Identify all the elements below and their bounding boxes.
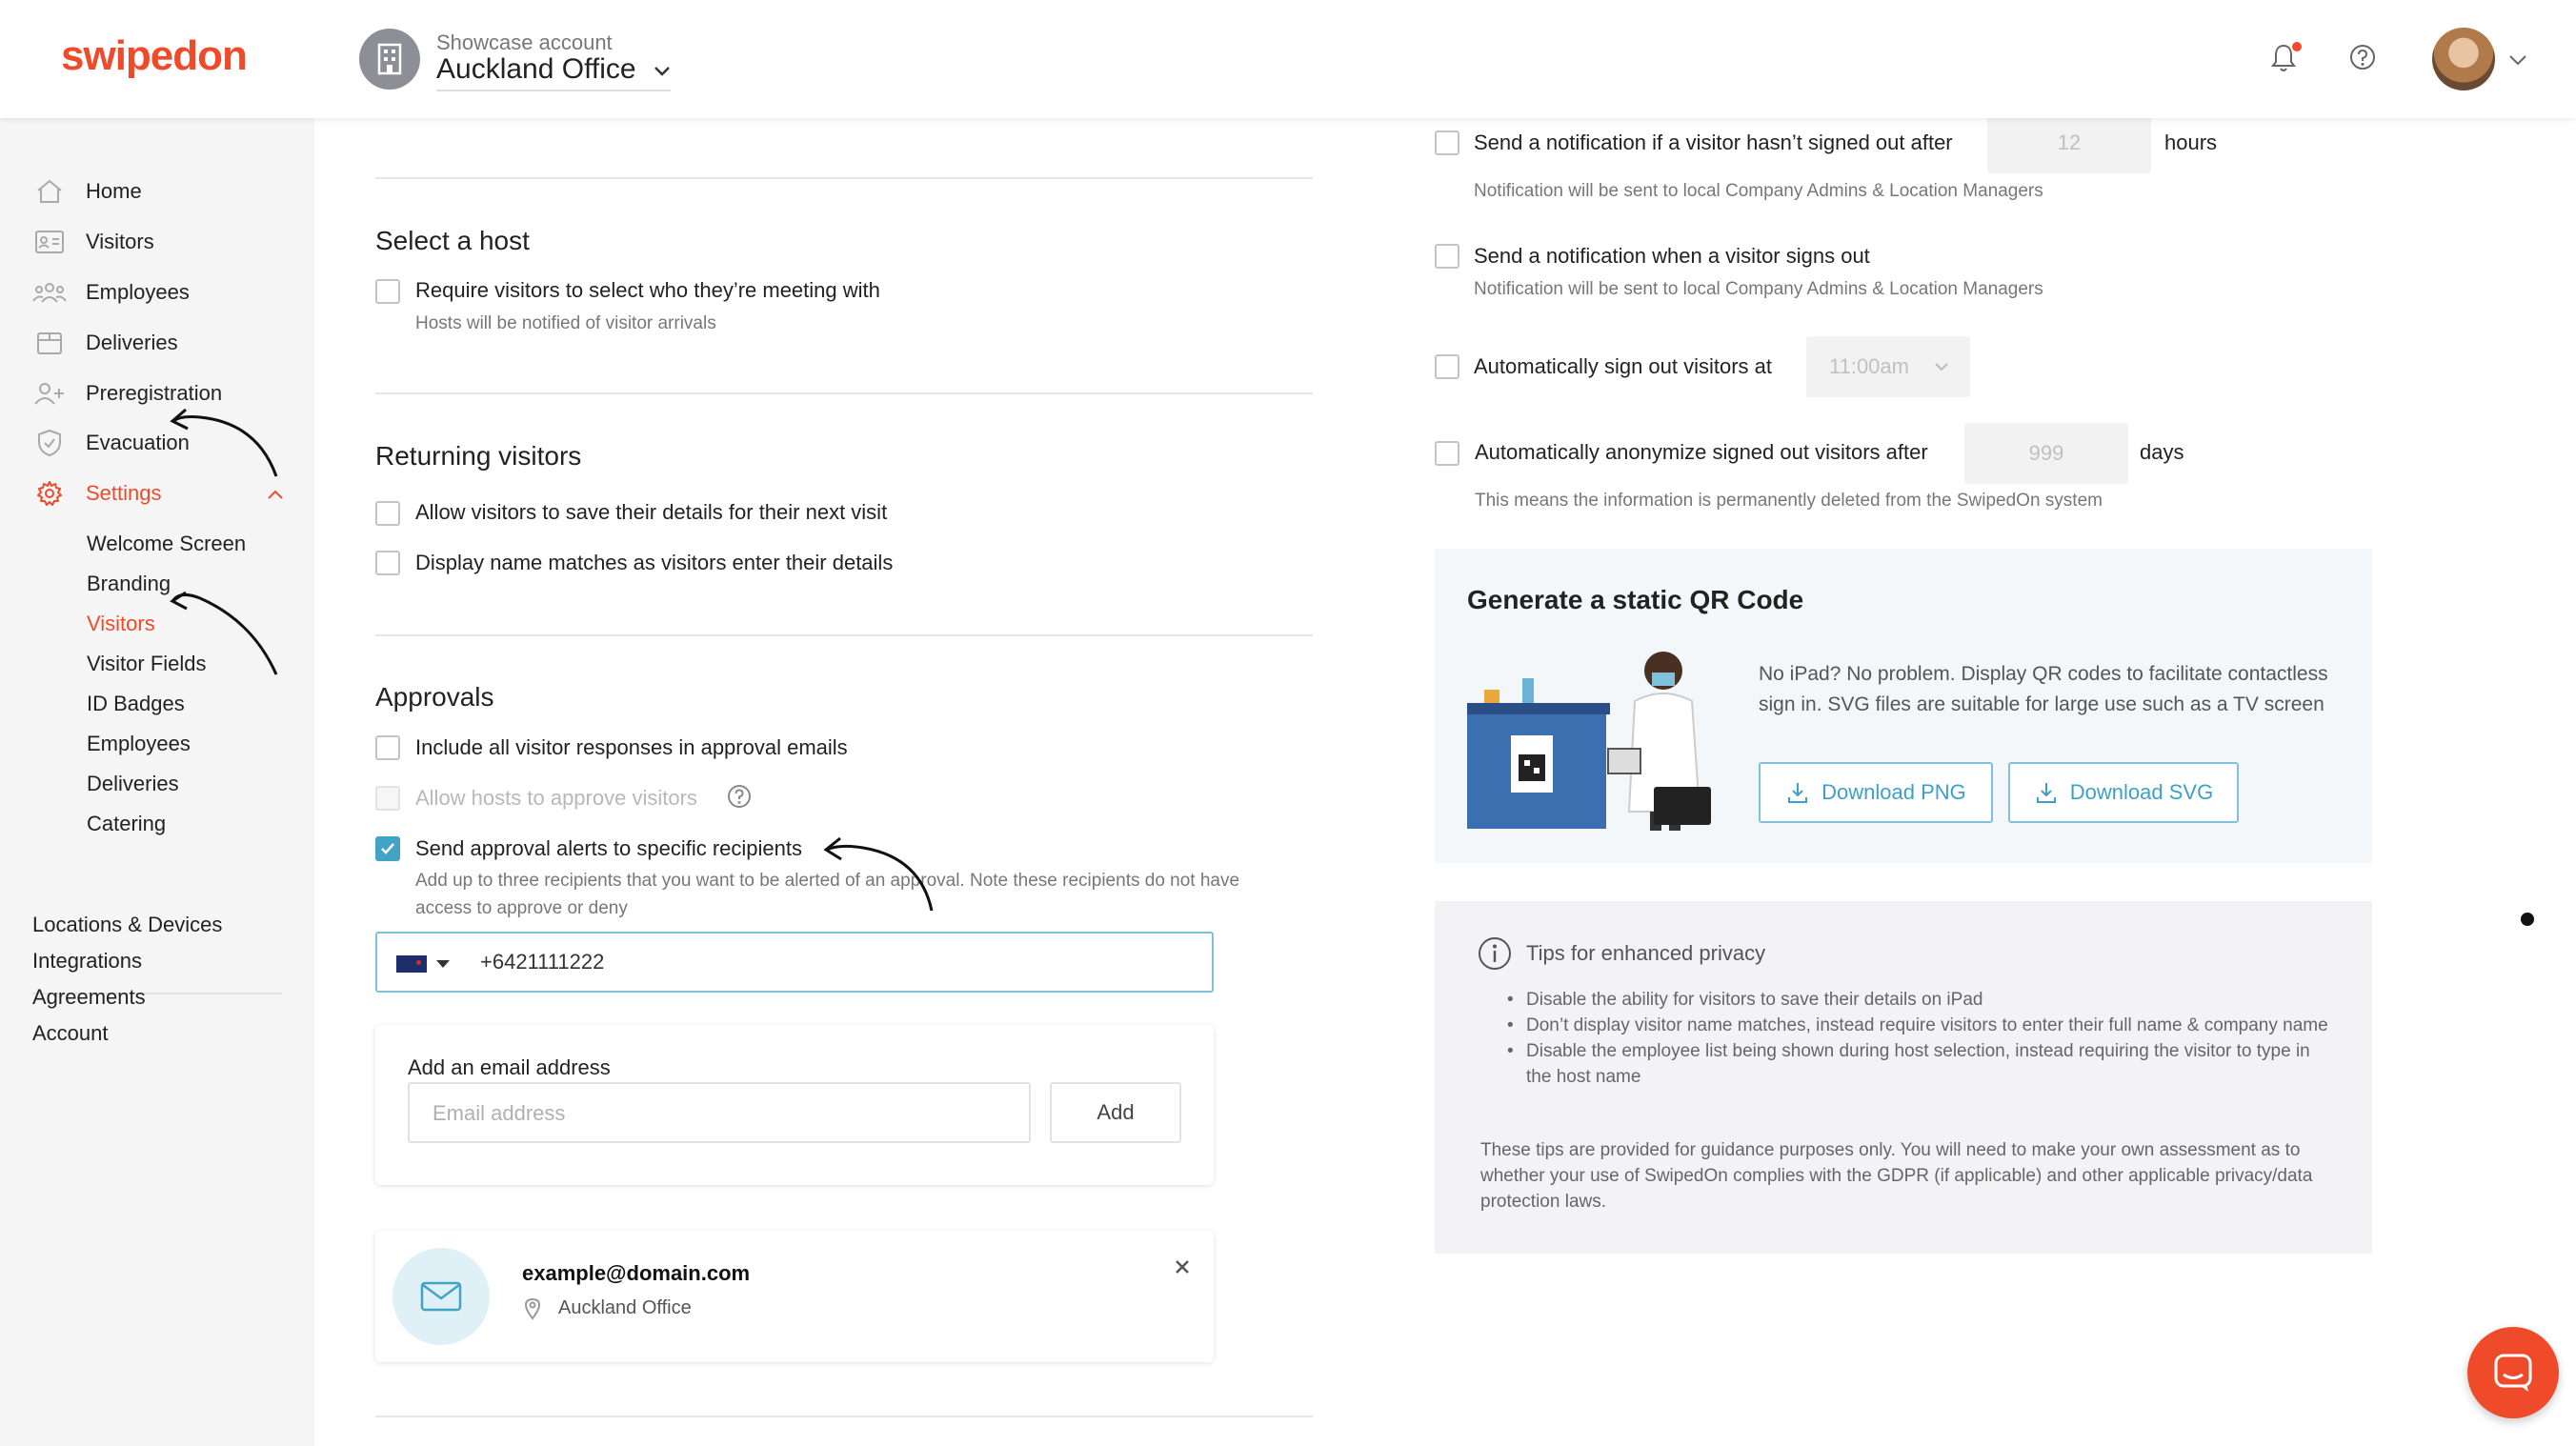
- annotation-arrow: [162, 394, 286, 480]
- privacy-tips-panel: [1435, 901, 2372, 1254]
- sidebar-item-visitors[interactable]: [32, 223, 154, 261]
- send-alerts-hint: Add up to three recipients that you want to be alerted of an approval. Note these recipients do not have access to approve or deny: [415, 871, 1240, 918]
- qr-title: Generate a static QR Code: [1467, 585, 1804, 614]
- settings-sub-branding[interactable]: Branding: [87, 572, 171, 595]
- anonymize-days-input[interactable]: 999: [1964, 423, 2128, 484]
- building-icon[interactable]: [359, 29, 420, 90]
- auto-signout-time-value: 11:00am: [1829, 354, 1909, 378]
- top-header: [0, 0, 2576, 118]
- notification-dot: [2292, 42, 2302, 51]
- send-alerts-label: Send approval alerts to specific recipients: [415, 836, 802, 860]
- include-responses-label: Include all visitor responses in approval emails: [415, 735, 848, 759]
- swipedon-logo[interactable]: swipedon: [61, 32, 247, 79]
- allow-hosts-approve-label: Allow hosts to approve visitors: [415, 786, 697, 810]
- tips-title: Tips for enhanced privacy: [1526, 941, 1766, 965]
- tips-item: • Disable the employee list being shown during host selection, instead requiring the visitor to type in the host name: [1505, 1038, 2334, 1090]
- notify-signs-out-checkbox[interactable]: [1435, 244, 1459, 269]
- link-agreements[interactable]: Agreements: [32, 985, 146, 1009]
- sidebar-item-label: Settings: [86, 481, 162, 505]
- qr-description: No iPad? No problem. Display QR codes to facilitate contactless sign in. SVG files are suitable for large use such as a TV screen: [1759, 663, 2328, 715]
- sidebar-item-deliveries[interactable]: [32, 324, 178, 362]
- deliveries-icon: [32, 329, 67, 357]
- require-host-label: Require visitors to select who they’re meeting with: [415, 278, 880, 302]
- section-title-host: Select a host: [375, 226, 530, 255]
- anonymize-hint: This means the information is permanently deleted from the SwipedOn system: [1475, 491, 2103, 511]
- sidebar: [0, 118, 314, 1446]
- download-svg-button[interactable]: [2008, 762, 2239, 823]
- chevron-down-icon[interactable]: [654, 65, 671, 82]
- sidebar-item-home[interactable]: [32, 172, 142, 211]
- save-details-checkbox[interactable]: [375, 501, 400, 526]
- shield-icon: [32, 429, 67, 457]
- settings-sub-id-badges[interactable]: ID Badges: [87, 692, 185, 715]
- sidebar-item-employees[interactable]: [32, 273, 190, 311]
- section-title-returning: Returning visitors: [375, 441, 582, 471]
- require-host-hint: Hosts will be notified of visitor arrivals: [415, 313, 716, 333]
- include-responses-checkbox[interactable]: [375, 735, 400, 760]
- add-email-label: Add an email address: [408, 1055, 611, 1079]
- caret-down-icon[interactable]: [436, 960, 450, 968]
- location-pin-icon: [524, 1297, 541, 1325]
- send-alerts-checkbox[interactable]: [375, 836, 400, 861]
- recipient-location: Auckland Office: [558, 1297, 692, 1318]
- checkmark-icon: [377, 838, 398, 859]
- recipient-card: [375, 1231, 1214, 1362]
- sidebar-item-label: Visitors: [86, 230, 154, 253]
- auto-signout-checkbox[interactable]: [1435, 354, 1459, 379]
- section-divider: [375, 634, 1313, 636]
- settings-sub-visitors[interactable]: Visitors: [87, 612, 155, 635]
- tips-list: [1505, 987, 2334, 1090]
- settings-sub-employees[interactable]: Employees: [87, 732, 191, 755]
- help-icon[interactable]: [2347, 42, 2378, 77]
- annotation-arrow: [815, 819, 939, 914]
- home-icon: [32, 177, 67, 206]
- add-email-card: [375, 1025, 1214, 1185]
- name-matches-label: Display name matches as visitors enter their details: [415, 551, 894, 574]
- tips-item: • Disable the ability for visitors to save their details on iPad: [1505, 987, 2334, 1013]
- sidebar-item-label: Deliveries: [86, 331, 178, 354]
- days-unit: days: [2140, 440, 2184, 464]
- annotation-arrow: [162, 469, 286, 678]
- settings-sub-deliveries[interactable]: Deliveries: [87, 772, 179, 795]
- section-title-approvals: Approvals: [375, 682, 494, 712]
- link-locations-devices[interactable]: Locations & Devices: [32, 913, 223, 936]
- chevron-down-icon: [1934, 362, 1949, 372]
- notify-hours-input[interactable]: 12: [1987, 112, 2151, 173]
- download-svg-label: Download SVG: [2069, 780, 2214, 804]
- allow-hosts-approve-checkbox: [375, 786, 400, 811]
- anonymize-checkbox[interactable]: [1435, 441, 1459, 466]
- auto-signout-time-select[interactable]: [1806, 336, 1970, 397]
- section-divider: [375, 1416, 1313, 1417]
- notify-hint: Notification will be sent to local Company Admins & Location Managers: [1474, 181, 2043, 201]
- chevron-down-icon[interactable]: [2508, 53, 2527, 70]
- help-icon[interactable]: [726, 783, 753, 814]
- link-account[interactable]: Account: [32, 1021, 109, 1045]
- notify-not-signed-out-checkbox[interactable]: [1435, 131, 1459, 155]
- user-avatar[interactable]: [2432, 28, 2495, 90]
- close-icon[interactable]: [1174, 1252, 1191, 1282]
- chat-launcher-button[interactable]: [2467, 1327, 2559, 1418]
- notify-not-signed-out-label: Send a notification if a visitor hasn’t signed out after: [1474, 131, 1953, 154]
- notify-signs-out-label: Send a notification when a visitor signs out: [1474, 244, 1870, 268]
- link-integrations[interactable]: Integrations: [32, 949, 142, 973]
- require-host-checkbox[interactable]: [375, 279, 400, 304]
- qr-illustration: [1467, 644, 1734, 831]
- settings-sub-catering[interactable]: Catering: [87, 812, 167, 835]
- account-subtitle: Showcase account: [436, 30, 613, 54]
- nz-flag-icon[interactable]: [396, 955, 427, 973]
- phone-input[interactable]: [375, 932, 1214, 993]
- account-switcher[interactable]: Auckland Office: [436, 53, 636, 85]
- chat-icon: [2492, 1352, 2534, 1394]
- info-icon: [1477, 935, 1513, 976]
- save-details-label: Allow visitors to save their details for their next visit: [415, 500, 888, 524]
- download-png-button[interactable]: [1759, 762, 1993, 823]
- sidebar-item-label: Preregistration: [86, 381, 223, 405]
- tips-footer: These tips are provided for guidance purposes only. You will need to make your own assessment as to whether your use of SwipedOn complies with the GDPR (if applicable) and other applicable privacy/data protection laws.: [1480, 1140, 2313, 1212]
- qr-code-panel: [1435, 549, 2372, 863]
- sidebar-item-label: Home: [86, 179, 142, 203]
- add-email-button[interactable]: Add: [1050, 1082, 1181, 1143]
- settings-sub-visitor-fields[interactable]: Visitor Fields: [87, 652, 207, 675]
- hours-unit: hours: [2164, 131, 2218, 154]
- tips-item: • Don’t display visitor name matches, instead require visitors to enter their full name & company name: [1505, 1013, 2334, 1038]
- visitors-icon: [32, 228, 67, 256]
- name-matches-checkbox[interactable]: [375, 551, 400, 575]
- preregistration-icon: [32, 379, 67, 408]
- email-placeholder: Email address: [433, 1101, 566, 1125]
- envelope-icon: [392, 1248, 490, 1345]
- section-divider: [375, 392, 1313, 394]
- anonymize-label: Automatically anonymize signed out visitors after: [1475, 440, 1928, 464]
- auto-signout-label: Automatically sign out visitors at: [1474, 354, 1773, 378]
- phone-value: +6421111222: [480, 950, 605, 974]
- settings-sub-welcome-screen[interactable]: Welcome Screen: [87, 532, 247, 555]
- employees-icon: [32, 278, 67, 307]
- email-input[interactable]: [408, 1082, 1031, 1143]
- account-underline: [436, 90, 671, 91]
- cursor-dot: [2521, 913, 2534, 926]
- notify-signs-out-hint: Notification will be sent to local Company Admins & Location Managers: [1474, 279, 2043, 299]
- sidebar-item-label: Evacuation: [86, 431, 190, 454]
- download-icon: [2034, 780, 2059, 805]
- gear-icon: [32, 479, 67, 508]
- sidebar-item-label: Employees: [86, 280, 190, 304]
- recipient-email: example@domain.com: [522, 1261, 751, 1285]
- download-icon: [1785, 780, 1810, 805]
- section-divider: [375, 177, 1313, 179]
- sidebar-item-settings[interactable]: [32, 474, 162, 512]
- download-png-label: Download PNG: [1821, 780, 1966, 804]
